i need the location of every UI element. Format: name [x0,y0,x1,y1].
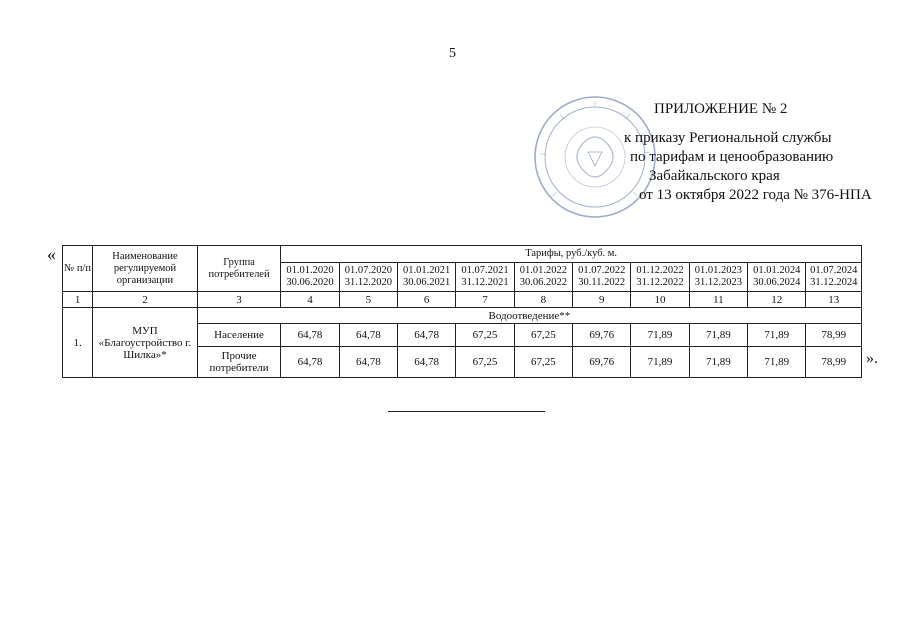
period-to: 30.11.2022 [578,277,626,288]
tariff-value: 69,76 [573,324,631,347]
column-number: 2 [93,292,198,308]
tariff-value: 67,25 [514,324,572,347]
tariff-value: 67,25 [456,347,514,378]
header-row-1 [63,246,862,263]
tariff-value: 71,89 [748,324,806,347]
service-row [63,308,862,324]
column-number: 6 [397,292,455,308]
period-from: 01.07.2022 [578,265,626,276]
column-number: 5 [339,292,397,308]
period-from: 01.01.2021 [403,265,451,276]
period-from: 01.07.2021 [461,265,509,276]
period-header [339,263,397,292]
tariff-value: 71,89 [689,347,747,378]
service-name: Водоотведение** [197,308,861,324]
tariff-value: 64,78 [281,347,339,378]
column-number: 9 [573,292,631,308]
period-from: 01.07.2020 [344,265,392,276]
header-line-1: к приказу Региональной службы [624,130,832,146]
column-number: 13 [806,292,862,308]
period-to: 31.12.2020 [344,277,392,288]
header-org: Наименование регулируемой организации [93,246,198,292]
row-number: 1. [63,308,93,378]
tariff-value: 71,89 [748,347,806,378]
consumer-group: Прочие потребители [197,347,281,378]
tariff-value: 64,78 [339,324,397,347]
column-number: 4 [281,292,339,308]
tariff-table [62,245,862,378]
header-num: № п/п [63,246,93,292]
period-header [689,263,747,292]
period-to: 31.12.2021 [461,277,509,288]
column-number: 10 [631,292,689,308]
header-group: Группа потребителей [197,246,281,292]
header-line-4: от 13 октября 2022 года № 376-НПА [639,187,872,203]
period-from: 01.12.2022 [636,265,684,276]
tariff-value: 71,89 [631,324,689,347]
period-from: 01.07.2024 [810,265,858,276]
organization-name: МУП «Благоустройство г. Шилка»* [93,308,198,378]
period-header [806,263,862,292]
tariff-value: 78,99 [806,347,862,378]
period-from: 01.01.2022 [519,265,567,276]
period-header [456,263,514,292]
tariff-value: 71,89 [689,324,747,347]
header-tariffs: Тарифы, руб./куб. м. [281,246,862,263]
tariff-value: 67,25 [514,347,572,378]
period-header [631,263,689,292]
period-to: 30.06.2021 [403,277,451,288]
tariff-value: 67,25 [456,324,514,347]
footnote-divider [388,411,545,412]
tariff-value: 78,99 [806,324,862,347]
period-to: 31.12.2023 [694,277,742,288]
column-numbers-row [63,292,862,308]
closing-quote: ». [866,350,878,367]
tariff-value: 64,78 [339,347,397,378]
consumer-group: Население [197,324,281,347]
period-to: 31.12.2024 [810,277,858,288]
opening-quote: « [47,244,56,264]
column-number: 7 [456,292,514,308]
period-header [281,263,339,292]
header-block [616,100,905,205]
period-header [573,263,631,292]
column-number: 8 [514,292,572,308]
period-header [514,263,572,292]
header-line-2: по тарифам и ценообразованию [630,149,834,165]
tariff-value: 69,76 [573,347,631,378]
page-number: 5 [449,46,456,61]
column-number: 11 [689,292,747,308]
period-to: 30.06.2022 [519,277,567,288]
period-to: 31.12.2022 [636,277,684,288]
period-header [748,263,806,292]
period-to: 30.06.2020 [286,277,334,288]
tariff-value: 64,78 [397,347,455,378]
tariff-value: 64,78 [281,324,339,347]
period-header [397,263,455,292]
tariff-value: 64,78 [397,324,455,347]
column-number: 3 [197,292,281,308]
period-to: 30.06.2024 [753,277,801,288]
column-number: 12 [748,292,806,308]
column-number: 1 [63,292,93,308]
period-from: 01.01.2024 [753,265,801,276]
tariff-value: 71,89 [631,347,689,378]
period-from: 01.01.2023 [694,265,742,276]
period-from: 01.01.2020 [286,265,334,276]
header-line-3: Забайкальского края [649,168,780,184]
appendix-title: ПРИЛОЖЕНИЕ № 2 [654,101,788,117]
